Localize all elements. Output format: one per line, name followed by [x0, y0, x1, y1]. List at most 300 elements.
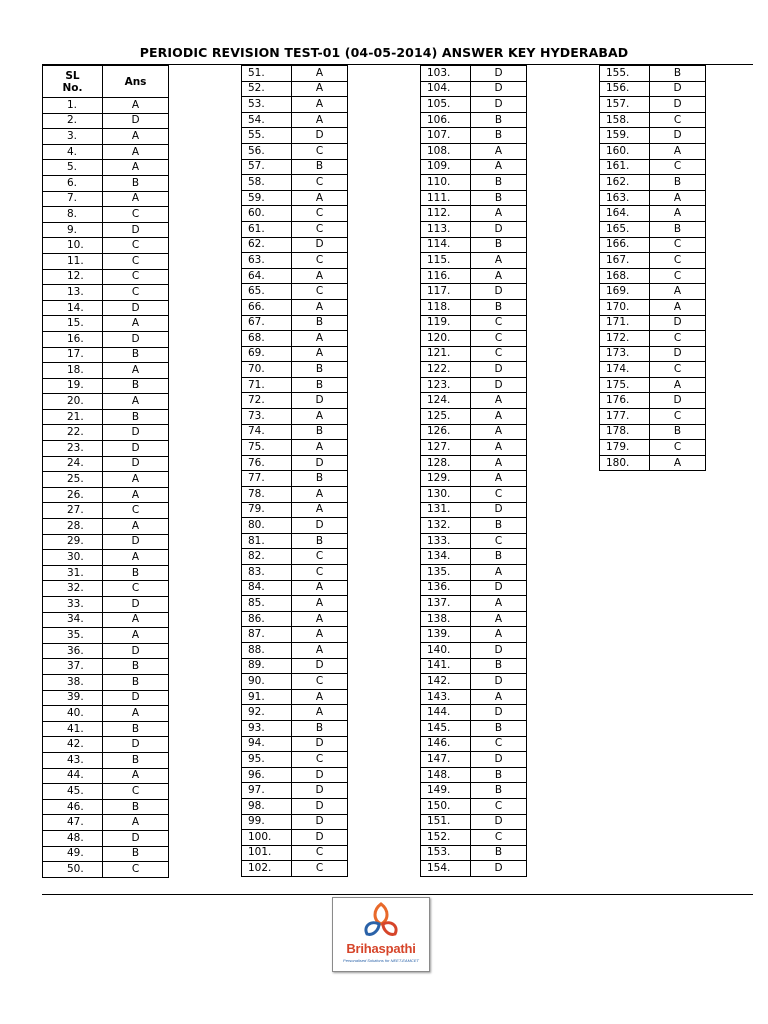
question-number: 27. — [43, 503, 103, 519]
answer-value: D — [650, 393, 706, 409]
table-row — [242, 502, 348, 518]
question-number: 150. — [421, 798, 471, 814]
question-number: 130. — [421, 487, 471, 503]
question-number: 100. — [242, 830, 292, 846]
table-row — [421, 845, 527, 861]
question-number: 41. — [43, 721, 103, 737]
table-row — [242, 611, 348, 627]
question-number: 135. — [421, 565, 471, 581]
table-row — [43, 815, 169, 831]
table-row — [43, 846, 169, 862]
question-number: 131. — [421, 502, 471, 518]
table-row — [600, 159, 706, 175]
question-number: 63. — [242, 253, 292, 269]
table-row — [421, 128, 527, 144]
table-row — [421, 861, 527, 877]
question-number: 10. — [43, 238, 103, 254]
answer-value: A — [471, 611, 527, 627]
answer-value: D — [471, 705, 527, 721]
answer-value: A — [103, 160, 169, 176]
table-row — [421, 221, 527, 237]
answer-value: B — [471, 549, 527, 565]
table-row — [421, 471, 527, 487]
answer-value: D — [292, 814, 348, 830]
answer-value: C — [471, 736, 527, 752]
answer-value: C — [650, 268, 706, 284]
answer-value: A — [103, 191, 169, 207]
answer-value: B — [103, 409, 169, 425]
answer-value: A — [650, 143, 706, 159]
question-number: 11. — [43, 253, 103, 269]
answer-table-col-3 — [420, 65, 527, 877]
question-number: 46. — [43, 799, 103, 815]
question-number: 24. — [43, 456, 103, 472]
answer-value: A — [103, 98, 169, 114]
answer-value: A — [650, 455, 706, 471]
table-row — [421, 315, 527, 331]
table-row — [242, 767, 348, 783]
table-row — [242, 112, 348, 128]
table-row — [43, 721, 169, 737]
question-number: 16. — [43, 331, 103, 347]
answer-value: B — [103, 175, 169, 191]
question-number: 170. — [600, 299, 650, 315]
question-number: 179. — [600, 440, 650, 456]
question-number: 116. — [421, 268, 471, 284]
answer-table-col-4 — [599, 65, 706, 471]
table-row — [421, 627, 527, 643]
answer-value: C — [292, 565, 348, 581]
table-row — [421, 143, 527, 159]
table-row — [600, 97, 706, 113]
answer-value: D — [292, 830, 348, 846]
answer-value: C — [292, 845, 348, 861]
answer-value: D — [292, 128, 348, 144]
answer-value: D — [471, 861, 527, 877]
question-number: 31. — [43, 565, 103, 581]
answer-value: B — [103, 378, 169, 394]
table-row — [242, 346, 348, 362]
question-number: 128. — [421, 455, 471, 471]
question-number: 55. — [242, 128, 292, 144]
answer-value: D — [103, 425, 169, 441]
question-number: 58. — [242, 175, 292, 191]
answer-value: D — [471, 580, 527, 596]
answer-value: B — [471, 720, 527, 736]
question-number: 92. — [242, 705, 292, 721]
table-row — [242, 268, 348, 284]
table-row — [242, 845, 348, 861]
answer-value: B — [292, 362, 348, 378]
answer-value: D — [471, 221, 527, 237]
question-number: 138. — [421, 611, 471, 627]
table-row — [242, 362, 348, 378]
table-row — [242, 377, 348, 393]
table-row — [43, 784, 169, 800]
answer-value: D — [471, 377, 527, 393]
question-number: 73. — [242, 409, 292, 425]
answer-value: C — [292, 284, 348, 300]
answer-value: C — [471, 798, 527, 814]
table-row — [43, 628, 169, 644]
table-row — [43, 425, 169, 441]
answer-value: B — [292, 159, 348, 175]
table-row — [242, 471, 348, 487]
question-number: 94. — [242, 736, 292, 752]
table-row — [242, 783, 348, 799]
question-number: 68. — [242, 331, 292, 347]
answer-value: B — [103, 674, 169, 690]
table-row — [242, 705, 348, 721]
answer-value: A — [471, 424, 527, 440]
question-number: 42. — [43, 737, 103, 753]
table-row — [600, 424, 706, 440]
table-row — [43, 316, 169, 332]
answer-value: B — [471, 518, 527, 534]
question-number: 44. — [43, 768, 103, 784]
logo-wordmark: Brihaspathi — [346, 941, 416, 956]
answer-value: A — [292, 580, 348, 596]
table-row — [43, 706, 169, 722]
question-number: 65. — [242, 284, 292, 300]
table-row — [421, 362, 527, 378]
answer-value: D — [471, 362, 527, 378]
question-number: 174. — [600, 362, 650, 378]
question-number: 106. — [421, 112, 471, 128]
question-number: 159. — [600, 128, 650, 144]
question-number: 161. — [600, 159, 650, 175]
answer-value: A — [471, 455, 527, 471]
answer-value: A — [103, 628, 169, 644]
table-row — [421, 112, 527, 128]
answer-value: A — [471, 409, 527, 425]
answer-value: D — [650, 346, 706, 362]
table-row — [421, 159, 527, 175]
answer-value: A — [650, 206, 706, 222]
question-number: 87. — [242, 627, 292, 643]
table-row — [421, 611, 527, 627]
question-number: 166. — [600, 237, 650, 253]
brihaspathi-logo — [332, 897, 430, 972]
question-number: 52. — [242, 81, 292, 97]
table-row — [242, 81, 348, 97]
question-number: 5. — [43, 160, 103, 176]
table-row — [242, 533, 348, 549]
answer-value: A — [103, 612, 169, 628]
answer-value: C — [103, 207, 169, 223]
table-row — [600, 221, 706, 237]
question-number: 122. — [421, 362, 471, 378]
answer-value: A — [292, 190, 348, 206]
table-row — [43, 659, 169, 675]
question-number: 35. — [43, 628, 103, 644]
answer-table-col-2 — [241, 65, 348, 877]
table-row — [43, 347, 169, 363]
table-row — [43, 269, 169, 285]
answer-value: B — [292, 471, 348, 487]
answer-value: B — [292, 377, 348, 393]
answer-value: A — [103, 363, 169, 379]
table-row — [242, 720, 348, 736]
question-number: 62. — [242, 237, 292, 253]
answer-value: D — [103, 690, 169, 706]
answer-value: C — [292, 143, 348, 159]
table-row — [242, 627, 348, 643]
table-row — [421, 409, 527, 425]
answer-value: A — [650, 190, 706, 206]
question-number: 33. — [43, 597, 103, 613]
answer-value: D — [103, 534, 169, 550]
question-number: 81. — [242, 533, 292, 549]
question-number: 104. — [421, 81, 471, 97]
question-number: 37. — [43, 659, 103, 675]
table-row — [600, 66, 706, 82]
answer-value: B — [471, 128, 527, 144]
answer-value: B — [103, 799, 169, 815]
question-number: 51. — [242, 66, 292, 82]
table-row — [242, 580, 348, 596]
table-row — [421, 393, 527, 409]
question-number: 172. — [600, 331, 650, 347]
answer-value: D — [103, 441, 169, 457]
question-number: 137. — [421, 596, 471, 612]
question-number: 95. — [242, 752, 292, 768]
answer-value: C — [471, 315, 527, 331]
table-row — [242, 393, 348, 409]
question-number: 53. — [242, 97, 292, 113]
table-row — [600, 253, 706, 269]
question-number: 147. — [421, 752, 471, 768]
answer-value: A — [650, 284, 706, 300]
question-number: 173. — [600, 346, 650, 362]
answer-value: D — [471, 97, 527, 113]
question-number: 144. — [421, 705, 471, 721]
table-row — [421, 720, 527, 736]
answer-value: A — [471, 206, 527, 222]
answer-value: B — [471, 237, 527, 253]
question-number: 67. — [242, 315, 292, 331]
question-number: 80. — [242, 518, 292, 534]
answer-value: D — [292, 798, 348, 814]
trefoil-logo-icon — [333, 898, 429, 942]
question-number: 157. — [600, 97, 650, 113]
answer-value: C — [471, 830, 527, 846]
question-number: 143. — [421, 689, 471, 705]
answer-value: C — [292, 175, 348, 191]
question-number: 109. — [421, 159, 471, 175]
question-number: 129. — [421, 471, 471, 487]
table-row — [600, 299, 706, 315]
answer-value: B — [650, 66, 706, 82]
answer-value: A — [103, 815, 169, 831]
question-number: 97. — [242, 783, 292, 799]
table-row — [242, 736, 348, 752]
answer-value: A — [292, 502, 348, 518]
answer-value: B — [292, 720, 348, 736]
question-number: 177. — [600, 409, 650, 425]
question-number: 28. — [43, 519, 103, 535]
answer-value: B — [103, 565, 169, 581]
question-number: 165. — [600, 221, 650, 237]
question-number: 118. — [421, 299, 471, 315]
footer-rule — [42, 894, 753, 895]
question-number: 12. — [43, 269, 103, 285]
question-number: 50. — [43, 862, 103, 878]
question-number: 84. — [242, 580, 292, 596]
question-number: 162. — [600, 175, 650, 191]
question-number: 38. — [43, 674, 103, 690]
answer-value: A — [292, 268, 348, 284]
question-number: 19. — [43, 378, 103, 394]
table-row — [43, 768, 169, 784]
question-number: 88. — [242, 642, 292, 658]
table-row — [600, 393, 706, 409]
table-row — [421, 814, 527, 830]
question-number: 85. — [242, 596, 292, 612]
answer-value: A — [471, 689, 527, 705]
table-row — [242, 674, 348, 690]
table-row — [43, 98, 169, 114]
answer-value: B — [103, 347, 169, 363]
question-number: 29. — [43, 534, 103, 550]
question-number: 132. — [421, 518, 471, 534]
sl-no-header: SL No. — [43, 66, 103, 98]
table-row — [600, 143, 706, 159]
question-number: 126. — [421, 424, 471, 440]
answer-value: B — [471, 112, 527, 128]
question-number: 102. — [242, 861, 292, 877]
table-row — [421, 549, 527, 565]
table-row — [242, 642, 348, 658]
answer-value: D — [292, 736, 348, 752]
answer-value: C — [650, 112, 706, 128]
table-row — [43, 597, 169, 613]
table-row — [421, 642, 527, 658]
table-row — [242, 97, 348, 113]
table-row — [421, 752, 527, 768]
question-number: 60. — [242, 206, 292, 222]
answer-value: A — [292, 642, 348, 658]
question-number: 49. — [43, 846, 103, 862]
question-number: 178. — [600, 424, 650, 440]
answer-value: A — [103, 129, 169, 145]
answer-value: D — [103, 222, 169, 238]
table-row — [600, 237, 706, 253]
question-number: 48. — [43, 830, 103, 846]
question-number: 76. — [242, 455, 292, 471]
answer-value: D — [292, 237, 348, 253]
answer-value: C — [471, 487, 527, 503]
question-number: 2. — [43, 113, 103, 129]
question-number: 9. — [43, 222, 103, 238]
question-number: 75. — [242, 440, 292, 456]
question-number: 74. — [242, 424, 292, 440]
table-row — [43, 175, 169, 191]
table-row — [600, 175, 706, 191]
question-number: 146. — [421, 736, 471, 752]
table-row — [421, 66, 527, 82]
table-row — [600, 284, 706, 300]
answer-value: C — [103, 581, 169, 597]
question-number: 90. — [242, 674, 292, 690]
question-number: 115. — [421, 253, 471, 269]
table-row — [421, 830, 527, 846]
question-number: 151. — [421, 814, 471, 830]
answer-value: D — [292, 767, 348, 783]
question-number: 124. — [421, 393, 471, 409]
table-row — [242, 143, 348, 159]
table-row — [43, 129, 169, 145]
table-row — [43, 238, 169, 254]
table-row — [242, 128, 348, 144]
table-row — [242, 689, 348, 705]
answer-value: A — [292, 409, 348, 425]
table-row — [43, 612, 169, 628]
table-row — [421, 455, 527, 471]
table-row — [421, 518, 527, 534]
table-row — [43, 253, 169, 269]
answer-value: D — [471, 752, 527, 768]
question-number: 160. — [600, 143, 650, 159]
answer-table-col-1 — [42, 65, 169, 878]
table-row — [242, 752, 348, 768]
question-number: 167. — [600, 253, 650, 269]
question-number: 26. — [43, 487, 103, 503]
answer-value: A — [471, 471, 527, 487]
answer-value: C — [103, 238, 169, 254]
question-number: 86. — [242, 611, 292, 627]
answer-value: A — [292, 440, 348, 456]
question-number: 54. — [242, 112, 292, 128]
question-number: 105. — [421, 97, 471, 113]
question-number: 17. — [43, 347, 103, 363]
table-row — [43, 830, 169, 846]
table-row — [421, 580, 527, 596]
question-number: 103. — [421, 66, 471, 82]
question-number: 121. — [421, 346, 471, 362]
question-number: 113. — [421, 221, 471, 237]
question-number: 79. — [242, 502, 292, 518]
answer-value: C — [103, 253, 169, 269]
question-number: 93. — [242, 720, 292, 736]
answer-value: B — [650, 221, 706, 237]
table-row — [421, 175, 527, 191]
document-title: PERIODIC REVISION TEST-01 (04-05-2014) ANSWER KEY HYDERABAD — [139, 45, 629, 60]
answer-value: D — [471, 642, 527, 658]
answer-value: B — [471, 767, 527, 783]
answer-value: A — [471, 440, 527, 456]
question-number: 154. — [421, 861, 471, 877]
table-row — [43, 643, 169, 659]
question-number: 127. — [421, 440, 471, 456]
question-number: 82. — [242, 549, 292, 565]
question-number: 21. — [43, 409, 103, 425]
answer-value: B — [103, 721, 169, 737]
answer-value: D — [650, 128, 706, 144]
table-row — [43, 674, 169, 690]
question-number: 156. — [600, 81, 650, 97]
question-number: 39. — [43, 690, 103, 706]
table-row — [600, 409, 706, 425]
question-number: 70. — [242, 362, 292, 378]
question-number: 114. — [421, 237, 471, 253]
question-number: 1. — [43, 98, 103, 114]
question-number: 108. — [421, 143, 471, 159]
question-number: 36. — [43, 643, 103, 659]
question-number: 59. — [242, 190, 292, 206]
answer-value: C — [292, 674, 348, 690]
table-row — [600, 315, 706, 331]
